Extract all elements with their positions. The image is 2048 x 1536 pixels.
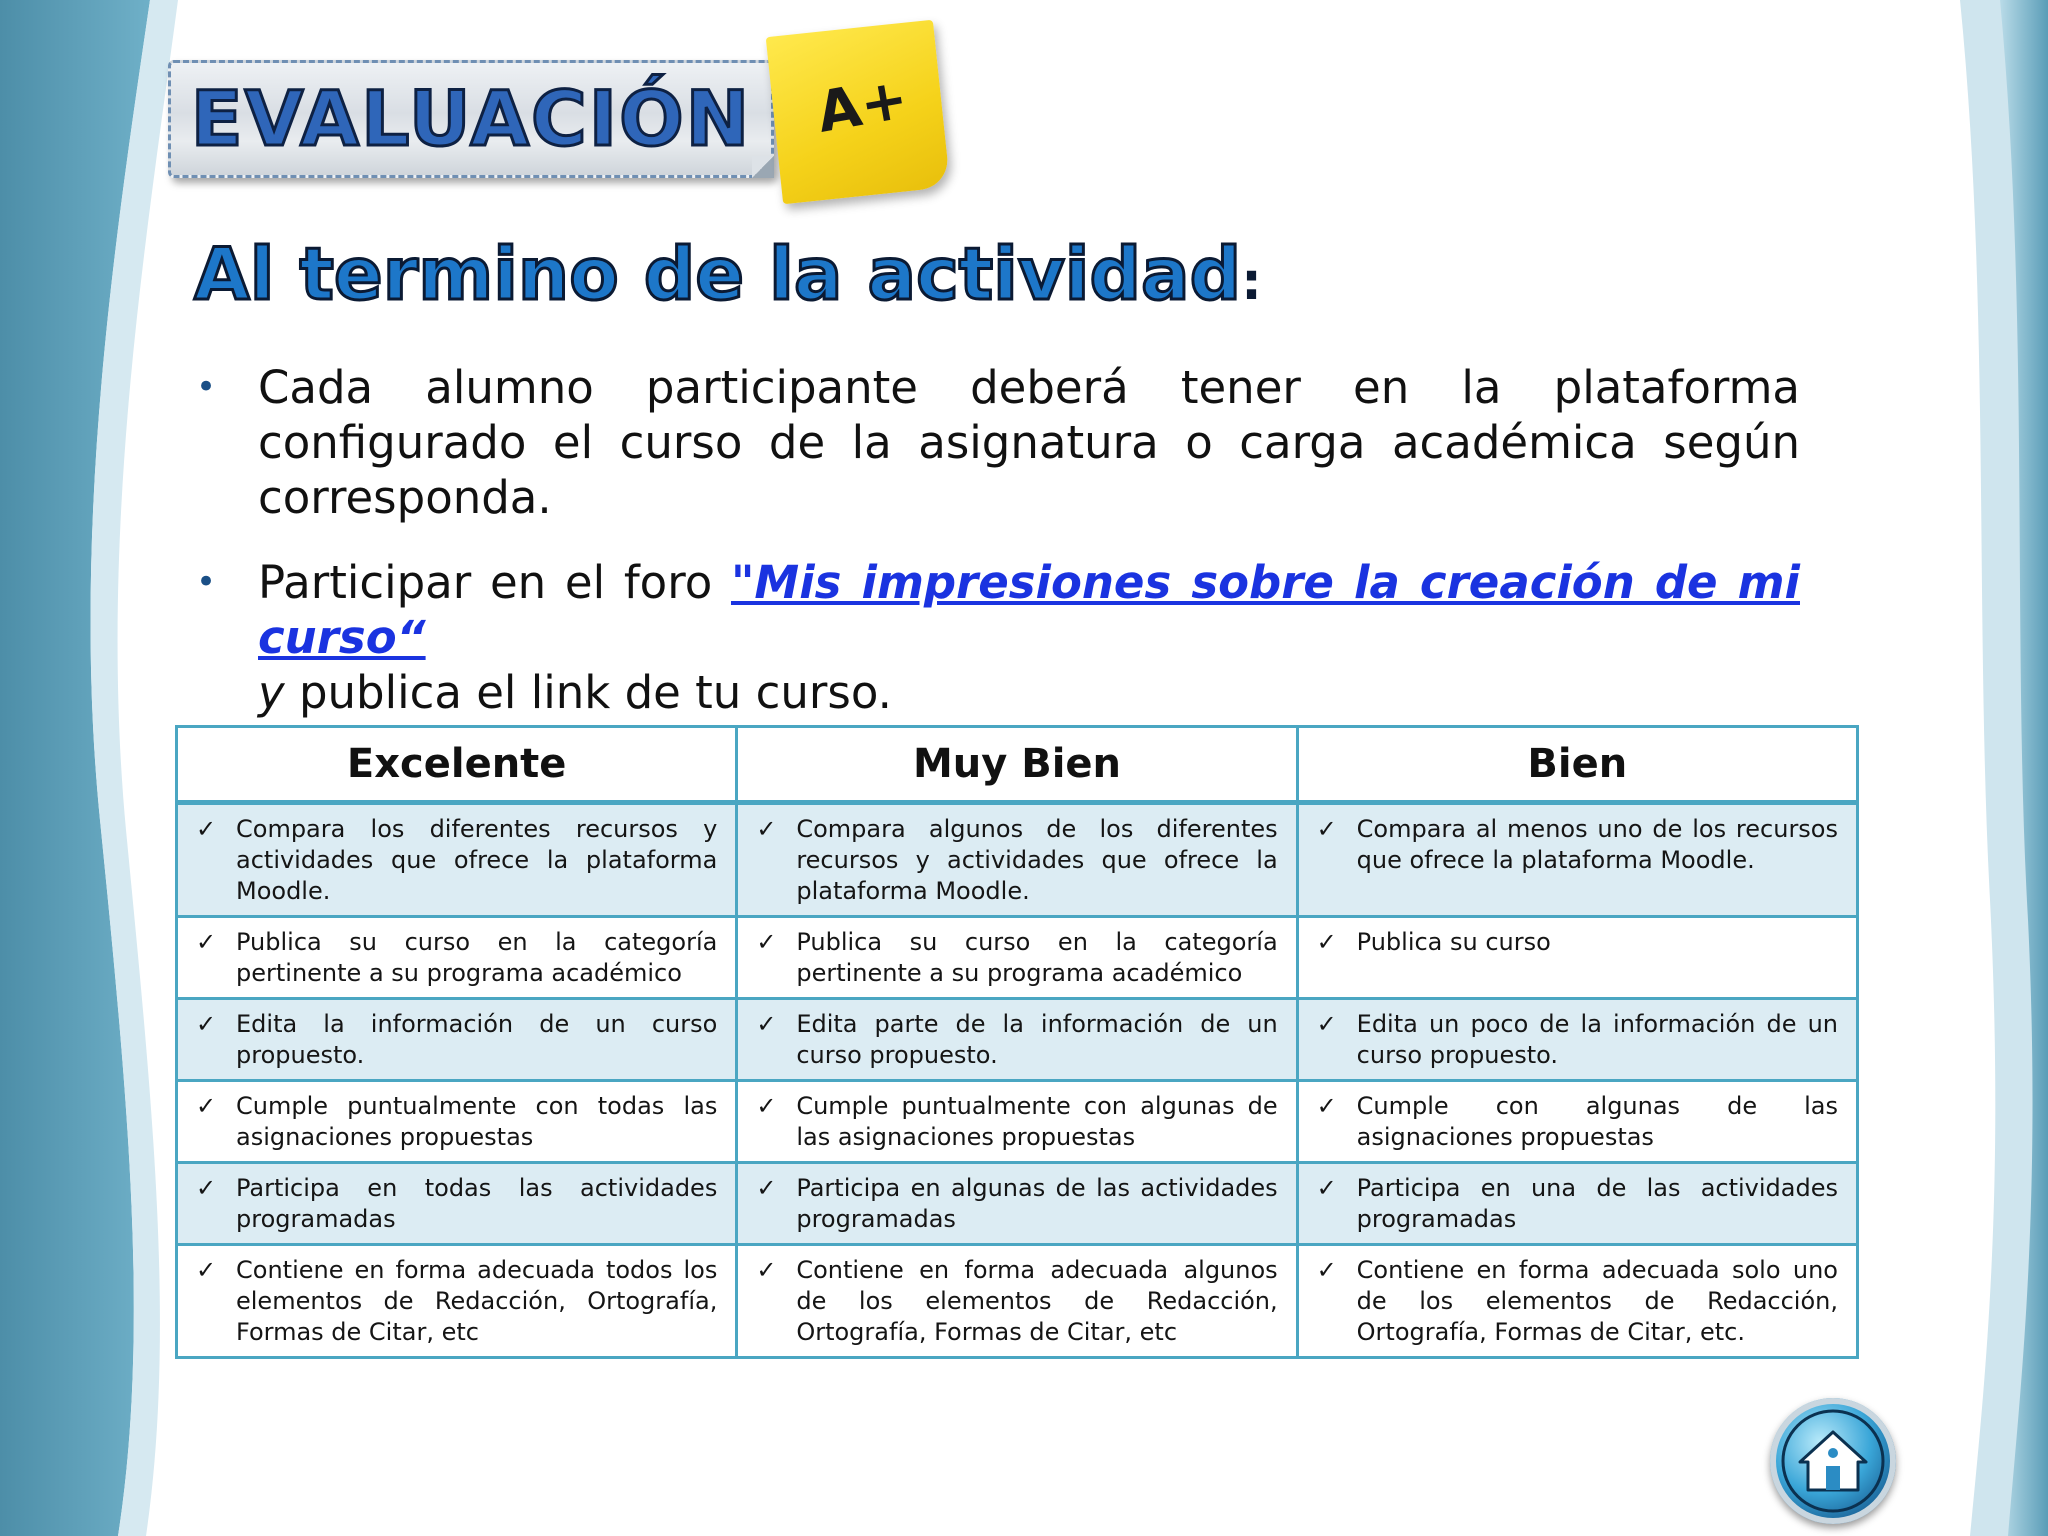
table-row	[177, 1163, 1858, 1245]
table-row	[177, 1245, 1858, 1358]
column-header-muy-bien: Muy Bien	[737, 727, 1297, 803]
criterion-text: Cumple puntualmente con algunas de las asignaciones propuestas	[796, 1092, 1278, 1151]
page-title-text: Al termino de la actividad	[194, 232, 1242, 316]
criterion-text: Compara algunos de los diferentes recursos y actividades que ofrece la plataforma Moodle.	[796, 815, 1278, 905]
rubric-header-row	[177, 727, 1858, 803]
instruction-suffix: publica el link de tu curso.	[284, 666, 892, 719]
table-cell	[737, 1163, 1297, 1245]
criterion-text: Publica su curso	[1356, 928, 1551, 956]
checkmark-icon: ✓	[1316, 1174, 1337, 1202]
checkmark-icon: ✓	[1316, 815, 1337, 843]
table-cell	[737, 803, 1297, 917]
table-cell	[177, 1163, 737, 1245]
criterion-text: Contiene en forma adecuada todos los elementos de Redacción, Ortografía, Formas de Citar, etc	[236, 1256, 718, 1346]
section-title-plaque	[168, 60, 774, 178]
criterion-text: Participa en algunas de las actividades programadas	[796, 1174, 1278, 1233]
table-cell	[1297, 1163, 1857, 1245]
section-title: EVALUACIÓN	[190, 74, 752, 163]
table-cell	[177, 803, 737, 917]
table-row	[177, 1081, 1858, 1163]
criterion-text: Contiene en forma adecuada solo uno de los elementos de Redacción, Ortografía, Formas de Citar, etc.	[1356, 1256, 1838, 1346]
rubric-table	[175, 725, 1859, 1359]
checkmark-icon: ✓	[1316, 1256, 1337, 1284]
table-cell	[1297, 917, 1857, 999]
checkmark-icon: ✓	[756, 815, 777, 843]
checkmark-icon: ✓	[1316, 928, 1337, 956]
table-row	[177, 803, 1858, 917]
criterion-text: Participa en todas las actividades programadas	[236, 1174, 718, 1233]
table-cell	[177, 999, 737, 1081]
table-cell	[177, 917, 737, 999]
criterion-text: Compara al menos uno de los recursos que ofrece la plataforma Moodle.	[1356, 815, 1838, 874]
criterion-text: Cumple puntualmente con todas las asignaciones propuestas	[236, 1092, 718, 1151]
checkmark-icon: ✓	[196, 1092, 217, 1120]
instruction-suffix-y: y	[258, 666, 285, 719]
table-cell	[737, 917, 1297, 999]
criterion-text: Participa en una de las actividades programadas	[1356, 1174, 1838, 1233]
grade-badge: A+	[812, 66, 913, 146]
table-cell	[1297, 1081, 1857, 1163]
checkmark-icon: ✓	[196, 928, 217, 956]
checkmark-icon: ✓	[756, 928, 777, 956]
criterion-text: Cumple con algunas de las asignaciones propuestas	[1356, 1092, 1838, 1151]
page-title	[194, 232, 1262, 316]
criterion-text: Publica su curso en la categoría pertinente a su programa académico	[796, 928, 1278, 987]
table-cell	[737, 1081, 1297, 1163]
home-button[interactable]	[1770, 1398, 1896, 1524]
checkmark-icon: ✓	[1316, 1010, 1337, 1038]
checkmark-icon: ✓	[1316, 1092, 1337, 1120]
criterion-text: Publica su curso en la categoría pertinente a su programa académico	[236, 928, 718, 987]
bullet-icon: •	[196, 562, 217, 602]
table-cell	[1297, 803, 1857, 917]
checkmark-icon: ✓	[196, 1010, 217, 1038]
column-header-excelente: Excelente	[177, 727, 737, 803]
list-item	[196, 360, 1800, 525]
checkmark-icon: ✓	[196, 1256, 217, 1284]
table-row	[177, 999, 1858, 1081]
instruction-text: Cada alumno participante deberá tener en la plataforma configurado el curso de la asignatura o carga académica según corresponda.	[258, 361, 1800, 524]
page-title-colon: :	[1241, 252, 1262, 312]
home-icon	[1770, 1398, 1896, 1524]
bullet-icon: •	[196, 367, 217, 407]
table-row	[177, 917, 1858, 999]
column-header-bien: Bien	[1297, 727, 1857, 803]
checkmark-icon: ✓	[196, 815, 217, 843]
table-cell	[1297, 999, 1857, 1081]
instruction-list	[196, 360, 1800, 750]
checkmark-icon: ✓	[756, 1256, 777, 1284]
table-cell	[737, 999, 1297, 1081]
criterion-text: Edita un poco de la información de un curso propuesto.	[1356, 1010, 1838, 1069]
forum-link[interactable]: "Mis impresiones sobre la creación de mi curso“	[258, 556, 1800, 664]
list-item	[196, 555, 1800, 720]
criterion-text: Edita la información de un curso propuesto.	[236, 1010, 718, 1069]
checkmark-icon: ✓	[756, 1010, 777, 1038]
checkmark-icon: ✓	[756, 1092, 777, 1120]
checkmark-icon: ✓	[756, 1174, 777, 1202]
criterion-text: Contiene en forma adecuada algunos de los elementos de Redacción, Ortografía, Formas de Citar, etc	[796, 1256, 1278, 1346]
table-cell	[1297, 1245, 1857, 1358]
checkmark-icon: ✓	[196, 1174, 217, 1202]
table-cell	[737, 1245, 1297, 1358]
instruction-prefix: Participar en el foro	[258, 556, 731, 609]
table-cell	[177, 1245, 737, 1358]
criterion-text: Compara los diferentes recursos y actividades que ofrece la plataforma Moodle.	[236, 815, 718, 905]
criterion-text: Edita parte de la información de un curso propuesto.	[796, 1010, 1278, 1069]
table-cell	[177, 1081, 737, 1163]
grade-sticky-note	[766, 20, 951, 205]
